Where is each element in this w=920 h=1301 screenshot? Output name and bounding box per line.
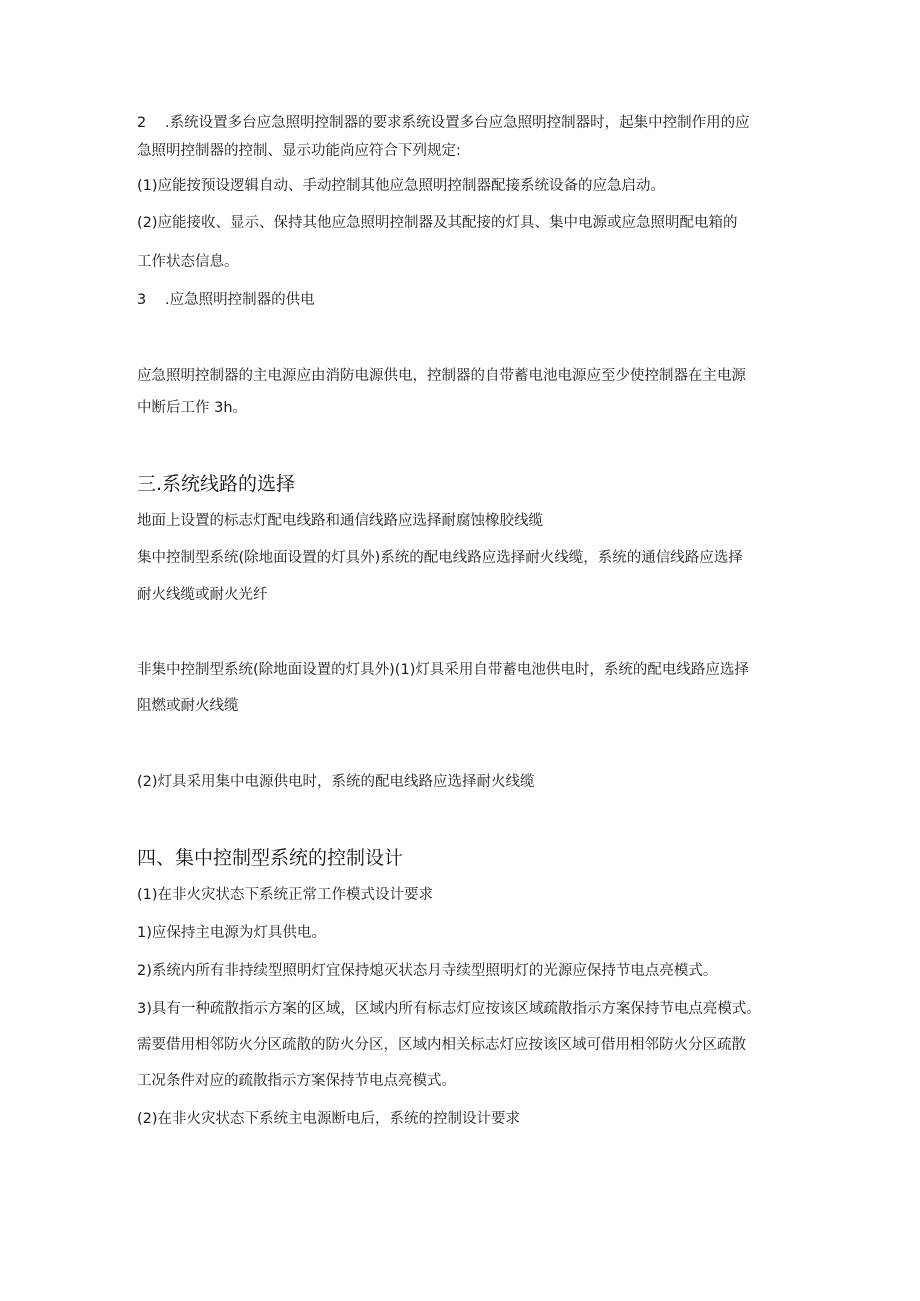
section-3-para-2-line-2: 耐火线缆或耐火光纤 (137, 587, 268, 603)
section-4-item-3-line-2: 需要借用相邻防火分区疏散的防火分区，区域内相关标志灯应按该区域可借用相邻防火分区疏散 (137, 1037, 746, 1053)
section-4-sub-2: (2)在非火灾状态下系统主电源断电后，系统的控制设计要求 (137, 1111, 521, 1127)
item-2-text: .系统设置多台应急照明控制器的要求系统设置多台应急照明控制器时，起集中控制作用的应 (165, 115, 750, 131)
section-3-para-4: (2)灯具采用集中电源供电时，系统的配电线路应选择耐火线缆 (137, 774, 535, 790)
rule-2-line-1: (2)应能接收、显示、保持其他应急照明控制器及其配接的灯具、集中电源或应急照明配电箱的 (137, 215, 738, 231)
item-3 (137, 290, 787, 310)
item-2-number: 2 (137, 115, 147, 131)
power-supply-line-2: 中断后工作 3h。 (137, 400, 248, 416)
section-4-item-1: 1)应保持主电源为灯具供电。 (137, 925, 326, 941)
rule-1: (1)应能按预设逻辑自动、手动控制其他应急照明控制器配接系统设备的应急启动。 (137, 178, 666, 194)
section-3-para-1: 地面上设置的标志灯配电线路和通信线路应选择耐腐蚀橡胶线缆 (137, 513, 543, 529)
section-4-sub-1: (1)在非火灾状态下系统正常工作模式设计要求 (137, 887, 434, 903)
section-4-item-2: 2)系统内所有非持续型照明灯宜保持熄灭状态月寺续型照明灯的光源应保持节电点亮模式。 (137, 963, 718, 979)
item-2-line-1 (137, 113, 787, 133)
item-3-text: .应急照明控制器的供电 (165, 292, 315, 308)
section-4-heading: 四、集中控制型系统的控制设计 (137, 847, 404, 869)
item-2-line-2: 急照明控制器的控制、显示功能尚应符合下列规定: (137, 143, 461, 159)
rule-2-line-2: 工作状态信息。 (137, 254, 239, 270)
section-4-item-3-line-1: 3)具有一种疏散指示方案的区域，区域内所有标志灯应按该区域疏散指示方案保持节电点亮模式。 (137, 1001, 761, 1017)
section-3-para-2-line-1: 集中控制型系统(除地面设置的灯具外)系统的配电线路应选择耐火线缆，系统的通信线路应选择 (137, 550, 743, 566)
section-3-heading: 三.系统线路的选择 (137, 473, 296, 495)
section-3-para-3-line-2: 阻燃或耐火线缆 (137, 698, 239, 714)
section-3-para-3-line-1: 非集中控制型系统(除地面设置的灯具外)(1)灯具采用自带蓄电池供电时，系统的配电线路应选择 (137, 662, 749, 678)
section-4-item-3-line-3: 工况条件对应的疏散指示方案保持节电点亮模式。 (137, 1073, 456, 1089)
item-3-number: 3 (137, 292, 147, 308)
power-supply-line-1: 应急照明控制器的主电源应由消防电源供电，控制器的自带蓄电池电源应至少使控制器在主电源 (137, 368, 746, 384)
